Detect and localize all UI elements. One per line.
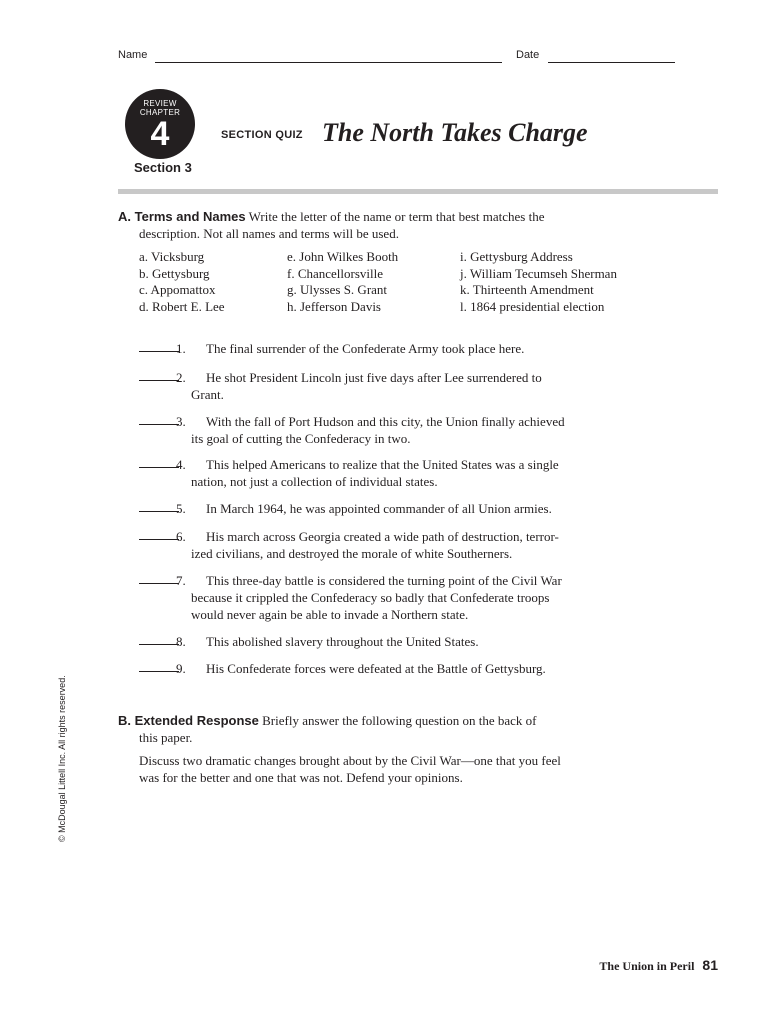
section-quiz-label: SECTION QUIZ: [221, 129, 303, 141]
question-item: [139, 413, 609, 447]
question-number: 7.: [176, 573, 186, 588]
badge-review-line1: REVIEW: [143, 99, 177, 108]
question-text: [176, 369, 609, 403]
question-item: [139, 369, 609, 403]
term-item: b. Gettysburg: [139, 265, 210, 281]
question-line-text: Grant.: [191, 387, 224, 402]
question-number: 5.: [176, 501, 186, 516]
terms-column-3: [460, 249, 617, 315]
question-line: [176, 369, 609, 386]
question-text: [176, 528, 609, 562]
part-b-prompt-line1: Discuss two dramatic changes brought about by the Civil War—one that you feel: [139, 753, 561, 768]
answer-blank[interactable]: [139, 424, 179, 425]
question-line-text: He shot President Lincoln just five days after Lee surrendered to: [206, 370, 542, 385]
term-item: g. Ulysses S. Grant: [287, 282, 388, 297]
page-footer: [599, 957, 718, 975]
question-line-text: In March 1964, he was appointed commander of all Union armies.: [206, 501, 552, 516]
question-line: [176, 340, 609, 357]
question-number: 4.: [176, 457, 186, 472]
question-line: [191, 545, 609, 562]
question-line: [191, 606, 609, 623]
question-text: [176, 633, 609, 650]
question-line: [191, 386, 609, 403]
term-item: h. Jefferson Davis: [287, 298, 381, 314]
question-item: [139, 340, 609, 357]
question-line: [176, 456, 609, 473]
question-text: [176, 413, 609, 447]
part-a-heading: A. Terms and Names: [118, 209, 246, 224]
question-number: 9.: [176, 661, 186, 676]
answer-blank[interactable]: [139, 539, 179, 540]
question-line-text: His Confederate forces were defeated at the Battle of Gettysburg.: [206, 661, 546, 676]
answer-blank[interactable]: [139, 511, 179, 512]
part-b-heading: B. Extended Response: [118, 713, 259, 728]
answer-blank[interactable]: [139, 380, 179, 381]
header-divider: [118, 189, 718, 194]
terms-column-2: [287, 249, 398, 315]
date-field[interactable]: [548, 62, 675, 63]
question-line-text: The final surrender of the Confederate Army took place here.: [206, 341, 525, 356]
answer-blank[interactable]: [139, 467, 179, 468]
answer-blank[interactable]: [139, 644, 179, 645]
question-line-text: its goal of cutting the Confederacy in two.: [191, 431, 411, 446]
part-a-instructions-line2: description. Not all names and terms will be used.: [139, 226, 399, 241]
section-label: Section 3: [134, 160, 192, 175]
copyright-notice: © McDougal Littell Inc. All rights reserved.: [57, 675, 67, 842]
question-number: 3.: [176, 414, 186, 429]
badge-review-line2: CHAPTER: [139, 108, 181, 117]
term-item: e. John Wilkes Booth: [287, 249, 399, 264]
question-line: [191, 589, 609, 606]
question-text: [176, 340, 609, 357]
question-line: [191, 473, 609, 490]
question-text: [176, 660, 609, 677]
question-line: [191, 430, 609, 447]
question-line-text: ized civilians, and destroyed the morale of white Southerners.: [191, 546, 513, 561]
question-line-text: This helped Americans to realize that the United States was a single: [206, 457, 559, 472]
question-line-text: This three-day battle is considered the turning point of the Civil War: [206, 573, 562, 588]
question-line-text: because it crippled the Confederacy so badly that Confederate troops: [191, 590, 550, 605]
question-line-text: would never again be able to invade a Northern state.: [191, 607, 469, 622]
question-line: [176, 572, 609, 589]
question-item: [139, 633, 609, 650]
part-b-instructions-line2: this paper.: [139, 730, 193, 745]
chapter-number: 4: [150, 115, 170, 153]
question-line-text: With the fall of Port Hudson and this city, the Union finally achieved: [206, 414, 565, 429]
term-item: a. Vicksburg: [139, 249, 205, 264]
question-line-text: This abolished slavery throughout the United States.: [206, 634, 479, 649]
question-number: 2.: [176, 370, 186, 385]
question-item: [139, 500, 609, 517]
answer-blank[interactable]: [139, 583, 179, 584]
term-item: f. Chancellorsville: [287, 265, 384, 281]
name-label: Name: [118, 49, 148, 61]
review-chapter-badge: [125, 89, 195, 159]
footer-unit-title: The Union in Peril: [599, 959, 695, 973]
answer-blank[interactable]: [139, 351, 179, 352]
part-b-instructions-line1: Briefly answer the following question on the back of: [262, 713, 537, 728]
page-number: 81: [702, 957, 718, 973]
term-item: j. William Tecumseh Sherman: [460, 265, 617, 281]
question-item: [139, 528, 609, 562]
question-number: 8.: [176, 634, 186, 649]
question-line: [176, 500, 609, 517]
question-text: [176, 500, 609, 517]
part-a-instructions-line1: Write the letter of the name or term that best matches the: [248, 209, 545, 224]
page-title: The North Takes Charge: [322, 118, 588, 147]
question-line-text: His march across Georgia created a wide path of destruction, terror-: [206, 529, 559, 544]
question-number: 6.: [176, 529, 186, 544]
question-line: [176, 633, 609, 650]
question-item: [139, 456, 609, 490]
terms-column-1: [139, 249, 225, 315]
question-line: [176, 528, 609, 545]
name-field[interactable]: [155, 62, 502, 63]
question-item: [139, 572, 609, 623]
question-number: 1.: [176, 341, 186, 356]
question-item: [139, 660, 609, 677]
date-label: Date: [516, 49, 540, 61]
term-item: i. Gettysburg Address: [460, 249, 573, 264]
term-item: l. 1864 presidential election: [460, 298, 605, 314]
question-line: [176, 660, 609, 677]
term-item: k. Thirteenth Amendment: [460, 282, 594, 297]
part-b-prompt-line2: was for the better and one that was not. Defend your opinions.: [139, 770, 463, 785]
part-b-intro: [118, 712, 718, 729]
question-text: [176, 456, 609, 490]
question-line: [176, 413, 609, 430]
part-a-intro: [118, 208, 718, 225]
question-line-text: nation, not just a collection of individual states.: [191, 474, 438, 489]
term-item: d. Robert E. Lee: [139, 298, 225, 314]
answer-blank[interactable]: [139, 671, 179, 672]
term-item: c. Appomattox: [139, 282, 216, 297]
question-text: [176, 572, 609, 623]
